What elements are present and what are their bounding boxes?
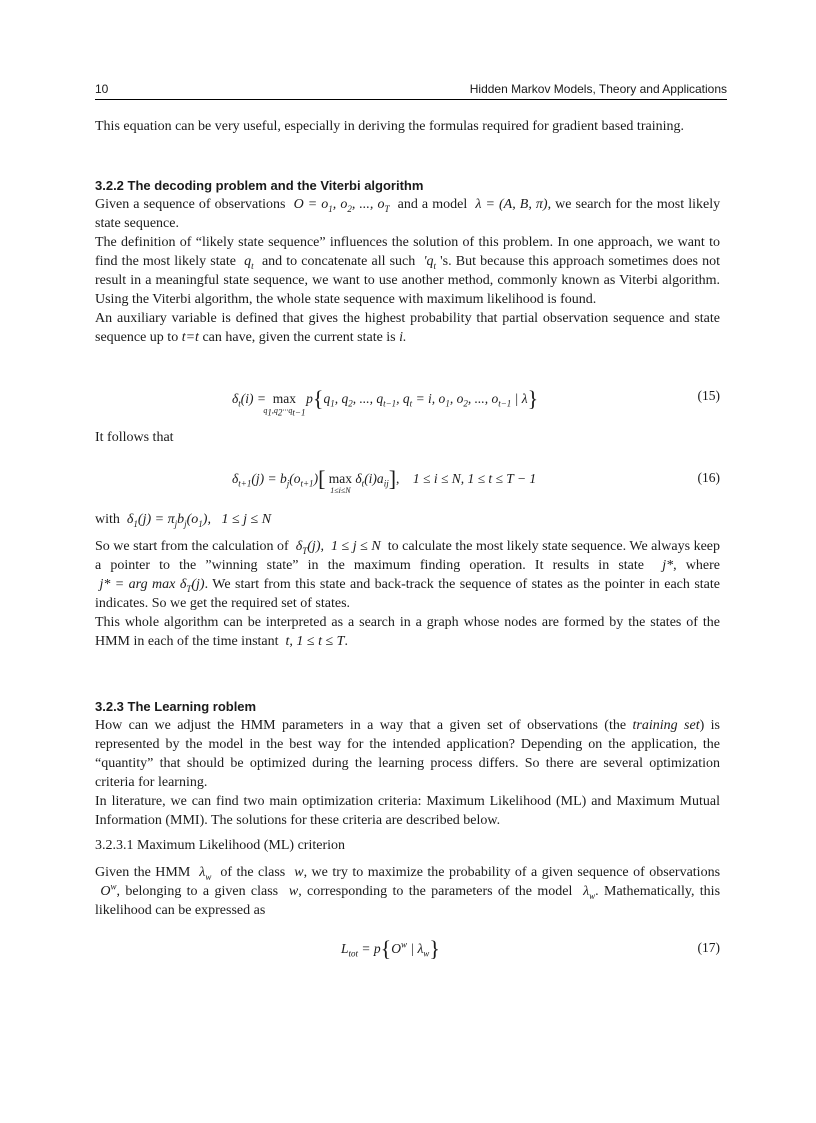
running-header [95, 82, 727, 100]
follows-text: It follows that [95, 430, 174, 445]
paragraph: The definition of “likely state sequence” influences the solution of this problem. In one approach, we want to find the most likely state $q_t$ and to concatenate all such '$q_t$ 's. But because this approach sometimes does not result in a meaningful state sequence, we want to use another method, commonly known as Viterbi algorithm. Using the Viterbi algorithm, the whole state sequence with maximum likelihood is found. [95, 235, 720, 307]
paragraph: How can we adjust the HMM parameters in a way that a given set of observations (the training set) is represented by the model in the best way for the intended application? Depending on the application, the “quantity” that should be optimized during the learning process differs. So there are several optimization criteria for learning. [95, 718, 721, 790]
equation-17: $L_{tot} = p\{O^w$ | $\lambda_w$} [341, 936, 440, 961]
subsection-heading: 3.2.3.1 Maximum Likelihood (ML) criterion [95, 838, 346, 853]
paragraph: Given the HMM $\lambda_w$ of the class w, we try to maximize the probability of a given sequence of observations $O^w$, belonging to a given class w, corresponding to the parameters of the model $\lambda_w$. Mathematically, this likelihood can be expressed as [95, 865, 721, 918]
section-heading: 3.2.2 The decoding problem and the Viterbi algorithm [95, 178, 424, 193]
equation-16-number: (16) [697, 470, 720, 485]
equation-16: $\delta_{t+1}(j) = b_j(o_{t+1})$[ max 1≤i≤N $\delta_t(i)a_{ij}$], 1 ≤ i ≤ N, 1 ≤ t ≤ T − 1 [232, 466, 537, 495]
section-heading: 3.2.3 The Learning roblem [95, 699, 257, 714]
intro-paragraph: This equation can be very useful, especially in deriving the formulas required for gradient based training. [95, 119, 684, 134]
section-3-2-3 [95, 697, 720, 920]
equation-15: $\delta_t(i) = \max$ $q_1,q_2\cdot\cdot\cdot q_{t-1}$ $p\{q_1$, $q_2$, ..., $q_{t-1}$, $q_t = i$, $o_1$, $o_2$, ..., $o_{t-1}$ | λ} [232, 386, 539, 418]
paragraph: An auxiliary variable is defined that gives the highest probability that partial observation sequence and state sequence up to t=t can have, given the current state is i. [95, 311, 720, 345]
viterbi-backtrack-text [95, 537, 720, 651]
paragraph: So we start from the calculation of $\delta_T(j)$, 1 ≤ j ≤ N to calculate the most likely state sequence. We always keep a pointer to the ”winning state” in the maximum finding operation. It results in state j*, where j* = arg $\max \delta_T(j)$. We start from this state and back-track the sequence of states as the pointer in each state indicates. So we get the required set of states. [95, 539, 721, 611]
equation-15-number: (15) [697, 388, 720, 403]
initial-condition: with $\delta_1(j) = \pi_jb_j(o_1)$, 1 ≤ j ≤ N [95, 512, 272, 529]
equation-17-number: (17) [697, 940, 720, 955]
page-number: 10 [95, 82, 109, 96]
paragraph: Given a sequence of observations $O = o_1$, $o_2$, ..., $o_T$ and a model λ = (A, B, π), we search for the most likely state sequence. [95, 197, 721, 231]
paragraph: In literature, we can find two main optimization criteria: Maximum Likelihood (ML) and Maximum Mutual Information (MMI). The solutions for these criteria are described below. [95, 794, 720, 828]
running-title: Hidden Markov Models, Theory and Applications [469, 82, 727, 96]
section-3-2-2 [95, 176, 720, 347]
paragraph: This whole algorithm can be interpreted as a search in a graph whose nodes are formed by the states of the HMM in each of the time instant t, 1 ≤ t ≤ T. [95, 615, 720, 649]
